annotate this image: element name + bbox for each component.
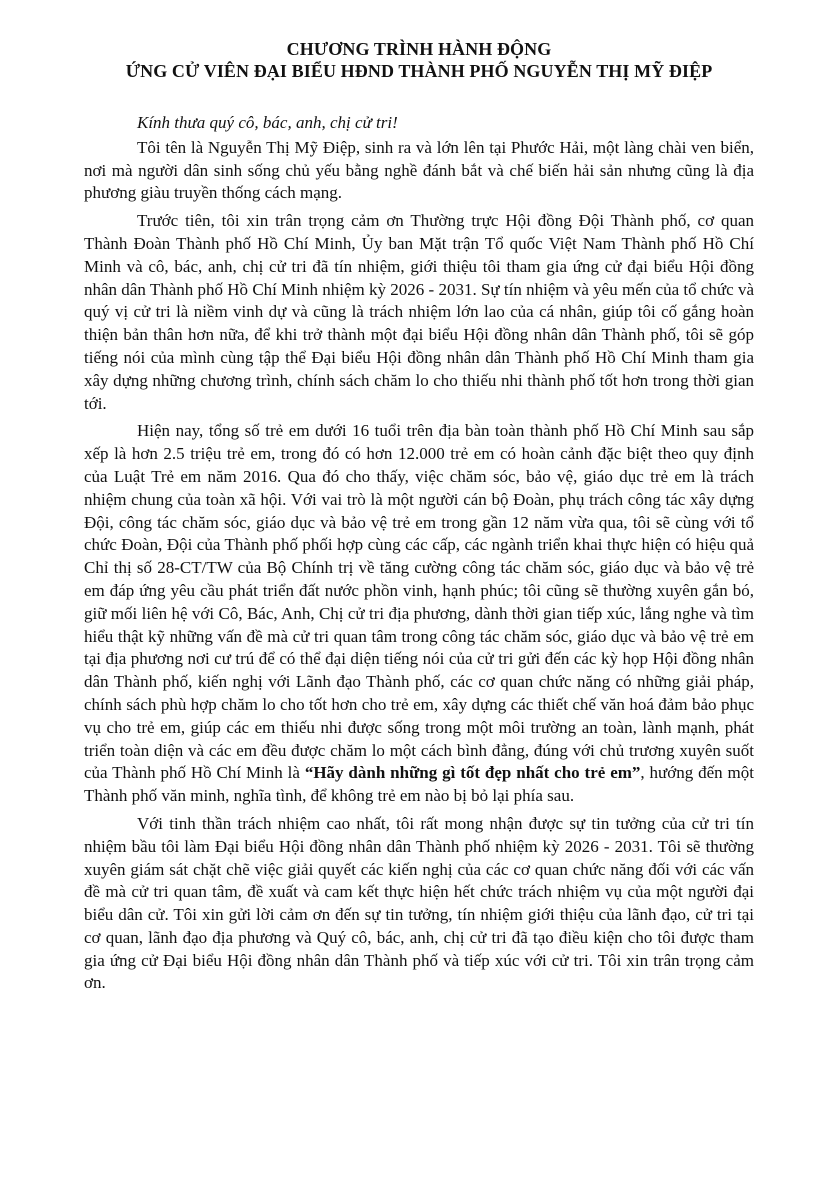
document-title <box>84 38 754 82</box>
slogan: “Hãy dành những gì tốt đẹp nhất cho trẻ em” <box>304 763 641 783</box>
paragraph-children-text-2: , hướng đến một Thành phố văn minh, nghĩa tình, để không trẻ em nào bị bỏ lại phía sau. <box>84 763 754 806</box>
paragraph-closing: Với tinh thần trách nhiệm cao nhất, tôi rất mong nhận được sự tin tưởng của cử tri tín nhiệm bầu tôi làm Đại biểu Hội đồng nhân dân Thành phố nhiệm kỳ 2026 - 2031. Tôi sẽ thường xuyên giám sát chặt chẽ việc giải quyết các kiến nghị của các cơ quan chức năng đối với các vấn đề mà cử tri quan tâm, đề xuất và cam kết thực hiện hết chức trách nhiệm vụ của một người đại biểu dân cử. Tôi xin gửi lời cảm ơn đến sự tin tưởng, tín nhiệm giới thiệu của lãnh đạo, cử tri tại cơ quan, lãnh đạo địa phương và Quý cô, bác, anh, chị cử tri đã tạo điều kiện cho tôi được tham gia ứng cử Đại biểu Hội đồng nhân dân Thành phố và tiếp xúc với cử tri. Tôi xin trân trọng cảm ơn. <box>84 813 754 993</box>
document-body <box>84 112 754 995</box>
paragraph-thanks: Trước tiên, tôi xin trân trọng cảm ơn Thường trực Hội đồng Đội Thành phố, cơ quan Thành Đoàn Thành phố Hồ Chí Minh, Ủy ban Mặt trận Tổ quốc Việt Nam Thành phố Hồ Chí Minh và cô, bác, anh, chị cử tri đã tín nhiệm, giới thiệu tôi tham gia ứng cử đại biểu Hội đồng nhân dân Thành phố Hồ Chí Minh nhiệm kỳ 2026 - 2031. Sự tín nhiệm và yêu mến của tổ chức và quý vị cử tri là niềm vinh dự và cũng là trách nhiệm lớn lao của cá nhân, giúp tôi cố gắng hoàn thiện bản thân hơn nữa, để khi trở thành một đại biểu Hội đồng nhân dân Thành phố, tôi sẽ góp tiếng nói của mình cùng tập thể Đại biểu Hội đồng nhân dân Thành phố Hồ Chí Minh tham gia xây dựng những chương trình, chính sách chăm lo cho thiếu nhi thành phố tốt hơn trong thời gian tới. <box>84 211 754 413</box>
document-page <box>84 38 754 1000</box>
paragraph-intro: Tôi tên là Nguyễn Thị Mỹ Điệp, sinh ra và lớn lên tại Phước Hải, một làng chài ven biển, nơi mà người dân sinh sống chủ yếu bằng nghề đánh bắt và chế biến hải sản nhưng cũng là địa phương giàu truyền thống cách mạng. <box>84 137 754 203</box>
greeting: Kính thưa quý cô, bác, anh, chị cử tri! <box>137 113 398 132</box>
title-line-1: CHƯƠNG TRÌNH HÀNH ĐỘNG <box>286 39 552 59</box>
paragraph-children-program <box>84 420 754 808</box>
paragraph-children-text-1: Hiện nay, tổng số trẻ em dưới 16 tuổi trên địa bàn toàn thành phố Hồ Chí Minh sau sắp xếp là hơn 2.5 triệu trẻ em, trong đó có hơn 12.000 trẻ em có hoàn cảnh đặc biệt theo quy định của Luật Trẻ em năm 2016. Qua đó cho thấy, việc chăm sóc, bảo vệ, giáo dục trẻ em là trách nhiệm chung của toàn xã hội. Với vai trò là một người cán bộ Đoàn, phụ trách công tác xây dựng Đội, công tác chăm sóc, giáo dục và bảo vệ trẻ em trong gần 12 năm vừa qua, tôi sẽ cùng với tổ chức Đoàn, Đội của Thành phố phối hợp cùng các cấp, các ngành triển khai thực hiện có hiệu quả Chỉ thị số 28-CT/TW của Bộ Chính trị về tăng cường công tác chăm sóc, giáo dục và bảo vệ trẻ em đáp ứng yêu cầu phát triển đất nước phồn vinh, hạnh phúc; tôi cũng sẽ thường xuyên gắn bó, giữ mối liên hệ với Cô, Bác, Anh, Chị cử tri địa phương, dành thời gian tiếp xúc, lắng nghe và tìm hiểu thật kỹ những vấn đề mà cử tri quan tâm trong công tác chăm sóc, giáo dục và bảo vệ trẻ em tại địa phương nơi cư trú để có thể đại diện tiếng nói của cử tri gửi đến các kỳ họp Hội đồng nhân dân Thành phố, kiến nghị với Lãnh đạo Thành phố, các cơ quan chức năng có những giải pháp, chính sách phù hợp chăm lo cho tốt hơn cho trẻ em, xây dựng các thiết chế văn hoá đảm bảo phục vụ cho trẻ em, giúp các em thiếu nhi được sống trong một môi trường an toàn, lành mạnh, phát triển toàn diện và các em đều được chăm lo một cách bình đẳng, đúng với chủ trương xuyên suốt của Thành phố Hồ Chí Minh là <box>84 421 754 783</box>
title-line-2: ỨNG CỬ VIÊN ĐẠI BIỂU HĐND THÀNH PHỐ NGUYỄN THỊ MỸ ĐIỆP <box>125 61 713 81</box>
